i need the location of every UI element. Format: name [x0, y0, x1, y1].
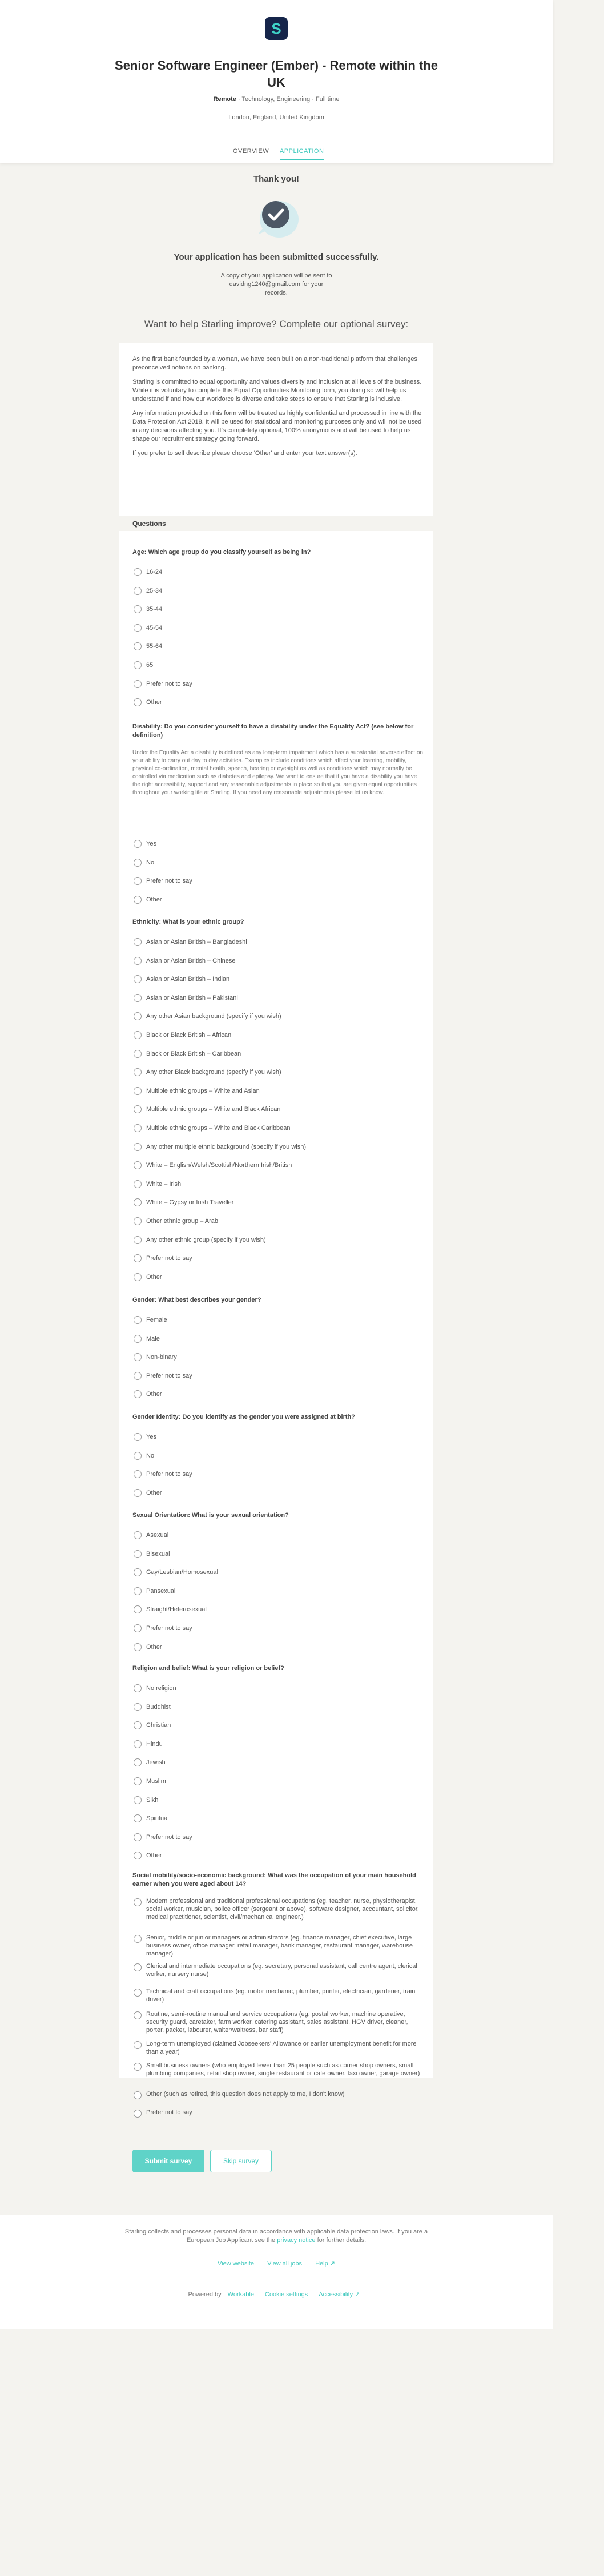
question-label: Gender Identity: Do you identify as the gender you were assigned at birth?	[132, 1414, 355, 1420]
radio-option-label: Other	[146, 1852, 162, 1859]
radio-option-label: Black or Black British – African	[146, 1032, 232, 1039]
radio-option[interactable]	[132, 2108, 424, 2120]
radio-option[interactable]	[132, 1234, 424, 1247]
radio-button[interactable]	[134, 1143, 142, 1151]
radio-button[interactable]	[134, 1740, 142, 1748]
radio-option-label: Asian or Asian British – Indian	[146, 976, 230, 983]
company-logo[interactable]: S	[265, 17, 288, 40]
radio-option-label: Other ethnic group – Arab	[146, 1218, 218, 1225]
radio-button[interactable]	[134, 1012, 142, 1020]
radio-option-label: Any other multiple ethnic background (specify if you wish)	[146, 1144, 307, 1150]
radio-option-label: Any other ethnic group (specify if you wish)	[146, 1237, 266, 1243]
radio-option-label: Other	[146, 1644, 162, 1651]
radio-option-label: Muslim	[146, 1778, 166, 1785]
radio-option[interactable]	[132, 1720, 424, 1732]
radio-option-label: Any other Black background (specify if you wish)	[146, 1069, 281, 1076]
radio-button[interactable]	[134, 1624, 142, 1632]
radio-button[interactable]	[134, 840, 142, 848]
radio-option[interactable]	[132, 1701, 424, 1714]
job-departments: · Technology, Engineering · Full time	[237, 96, 340, 103]
radio-option-label: Jewish	[146, 1759, 166, 1766]
radio-option[interactable]	[132, 1160, 424, 1172]
radio-option-label: White – Gypsy or Irish Traveller	[146, 1199, 234, 1206]
radio-option-label: No religion	[146, 1685, 176, 1692]
radio-option[interactable]	[132, 1832, 424, 1844]
radio-option[interactable]	[132, 1757, 424, 1769]
radio-button[interactable]	[134, 1124, 142, 1132]
thank-you-heading: Thank you!	[253, 174, 299, 184]
radio-option[interactable]	[132, 1029, 424, 1042]
powered-by-label: Powered by	[188, 2291, 222, 2298]
radio-option-label: 65+	[146, 662, 157, 669]
radio-button[interactable]	[134, 1643, 142, 1651]
radio-option[interactable]	[132, 1141, 424, 1154]
questions-header	[119, 516, 433, 531]
radio-option-label: Gay/Lesbian/Homosexual	[146, 1569, 218, 1576]
footer-links	[0, 2260, 553, 2267]
radio-option[interactable]	[132, 1450, 424, 1463]
question-label: Age: Which age group do you classify yourself as being in?	[132, 549, 311, 556]
radio-button[interactable]	[134, 1198, 142, 1206]
radio-option[interactable]	[132, 838, 424, 851]
radio-button[interactable]	[134, 1703, 142, 1711]
radio-option-label: Prefer not to say	[146, 1255, 192, 1262]
radio-button[interactable]	[134, 877, 142, 885]
radio-option-label: No	[146, 1452, 155, 1459]
radio-button[interactable]	[134, 1989, 142, 1997]
radio-button[interactable]	[134, 1105, 142, 1113]
radio-button[interactable]	[134, 1087, 142, 1095]
radio-button[interactable]	[134, 1031, 142, 1039]
radio-option-label: 25-34	[146, 587, 163, 594]
radio-option-label: Female	[146, 1317, 167, 1323]
radio-button[interactable]	[134, 1489, 142, 1497]
radio-option-label: Non-binary	[146, 1354, 177, 1361]
radio-button[interactable]	[134, 1898, 142, 1906]
radio-button[interactable]	[134, 1068, 142, 1076]
radio-option-label: Prefer not to say	[146, 2109, 192, 2116]
radio-option-label: Yes	[146, 1434, 156, 1440]
submit-survey-button[interactable]: Submit survey	[132, 2150, 204, 2172]
radio-button[interactable]	[134, 2091, 142, 2099]
radio-button[interactable]	[134, 661, 142, 669]
check-bubble-icon	[254, 194, 300, 240]
radio-option[interactable]	[132, 1468, 424, 1481]
radio-option-label: Prefer not to say	[146, 1372, 192, 1379]
question-label: Gender: What best describes your gender?	[132, 1297, 261, 1303]
radio-option-label: Christian	[146, 1722, 171, 1729]
radio-option[interactable]	[132, 1548, 424, 1561]
radio-button[interactable]	[134, 1161, 142, 1169]
radio-option-label: 55-64	[146, 643, 163, 650]
view-website-link[interactable]: View website	[218, 2260, 254, 2267]
radio-button[interactable]	[134, 1605, 142, 1613]
radio-button[interactable]	[134, 1353, 142, 1361]
radio-option[interactable]	[132, 622, 424, 635]
radio-button[interactable]	[134, 1587, 142, 1595]
radio-option[interactable]	[132, 894, 424, 907]
radio-option-label: Asexual	[146, 1532, 169, 1539]
radio-button[interactable]	[134, 957, 142, 965]
radio-button[interactable]	[134, 938, 142, 946]
radio-option[interactable]	[132, 1104, 424, 1116]
radio-button[interactable]	[134, 1758, 142, 1766]
radio-option-label: Prefer not to say	[146, 1471, 192, 1478]
question-label: Sexual Orientation: What is your sexual orientation?	[132, 1512, 289, 1519]
question-label: Disability: Do you consider yourself to have a disability under the Equality Act? (see below for definition)	[132, 723, 414, 739]
job-meta	[105, 96, 448, 103]
radio-option[interactable]	[132, 1215, 424, 1228]
radio-option[interactable]	[132, 2039, 424, 2055]
radio-option[interactable]	[132, 1738, 424, 1751]
radio-option[interactable]	[132, 1066, 424, 1079]
radio-option[interactable]	[132, 1314, 424, 1327]
question-label: Social mobility/socio-economic background: What was the occupation of your main household earner when you were aged about 14?	[132, 1872, 416, 1887]
radio-button[interactable]	[134, 1433, 142, 1441]
radio-option-label: Buddhist	[146, 1704, 171, 1710]
radio-option[interactable]	[132, 1897, 424, 1921]
radio-option-label: Other	[146, 1490, 162, 1496]
question-label: Ethnicity: What is your ethnic group?	[132, 919, 244, 925]
radio-option[interactable]	[132, 1850, 424, 1862]
radio-option-label: Asian or Asian British – Bangladeshi	[146, 939, 247, 945]
radio-option[interactable]	[132, 1085, 424, 1098]
radio-option-label: Clerical and intermediate occupations (eg. secretary, personal assistant, call centre agent, clerical worker, nursery nurse)	[146, 1963, 417, 1978]
radio-option[interactable]	[132, 2010, 424, 2034]
radio-option-label: Other	[146, 1274, 162, 1281]
radio-option[interactable]	[132, 1178, 424, 1191]
radio-option[interactable]	[132, 1011, 424, 1023]
radio-button[interactable]	[134, 698, 142, 706]
powered-by	[0, 2291, 553, 2298]
accessibility-link[interactable]: Accessibility ↗	[319, 2291, 360, 2298]
job-title: Senior Software Engineer (Ember) - Remote within the UK	[115, 58, 438, 90]
success-subtitle: A copy of your application will be sent to davidng1240@gmail.com for your records.	[220, 272, 332, 296]
radio-option[interactable]	[132, 603, 424, 616]
radio-button[interactable]	[134, 2063, 142, 2071]
radio-button[interactable]	[134, 896, 142, 904]
radio-button[interactable]	[134, 1814, 142, 1822]
radio-option-label: Male	[146, 1335, 160, 1342]
radio-option[interactable]	[132, 1530, 424, 1542]
radio-button[interactable]	[134, 605, 142, 613]
radio-option[interactable]	[132, 1933, 424, 1957]
radio-option[interactable]	[132, 973, 424, 986]
radio-option-label: Bisexual	[146, 1551, 170, 1557]
work-type: Remote	[213, 96, 236, 103]
cookie-settings-link[interactable]: Cookie settings	[265, 2291, 308, 2298]
survey-heading: Want to help Starling improve? Complete our optional survey:	[144, 319, 409, 329]
job-location: London, England, United Kingdom	[228, 114, 324, 121]
radio-option-label: Black or Black British – Caribbean	[146, 1050, 241, 1057]
radio-button[interactable]	[134, 859, 142, 867]
success-title: Your application has been submitted successfully.	[174, 252, 379, 262]
radio-button[interactable]	[134, 2011, 142, 2019]
radio-option[interactable]	[132, 1197, 424, 1209]
radio-button[interactable]	[134, 624, 142, 632]
radio-button[interactable]	[134, 1254, 142, 1262]
radio-option-label: Multiple ethnic groups – White and Asian	[146, 1088, 260, 1094]
radio-option-label: White – English/Welsh/Scottish/Northern Irish/British	[146, 1162, 292, 1169]
radio-option[interactable]	[132, 1987, 424, 2003]
skip-survey-button[interactable]: Skip survey	[210, 2150, 272, 2172]
radio-option-label: Multiple ethnic groups – White and Black African	[146, 1106, 281, 1113]
radio-option-label: Any other Asian background (specify if you wish)	[146, 1013, 281, 1020]
radio-option-label: Prefer not to say	[146, 681, 192, 687]
radio-option-label: Prefer not to say	[146, 1834, 192, 1841]
question-description: Under the Equality Act a disability is defined as any long-term impairment which has a substantial adverse effect on your ability to carry out day to day activities. Examples include conditions which affect your learning, mobility, physical co-ordination, mental health, speech, hearing or eyesight as well as conditions which may normally be controlled via medication such as diabetes and epilepsy. We want to ensure that if you have a disability you have the right accessibility, support and any reasonable adjustments in place so that you are given equal opportunities throughout your working life at Starling. If you need any reasonable adjustments please let us know.	[132, 750, 423, 796]
view-all-jobs-link[interactable]: View all jobs	[267, 2260, 303, 2267]
tab-application[interactable]: APPLICATION	[280, 148, 324, 160]
tab-bar	[0, 143, 553, 164]
radio-button[interactable]	[134, 1335, 142, 1343]
radio-button[interactable]	[134, 994, 142, 1002]
radio-button[interactable]	[134, 1390, 142, 1398]
radio-option[interactable]	[132, 1487, 424, 1500]
radio-button[interactable]	[134, 1316, 142, 1324]
radio-option-label: 35-44	[146, 606, 163, 613]
radio-option[interactable]	[132, 2090, 424, 2102]
radio-option-label: Modern professional and traditional professional occupations (eg. teacher, nurse, physiotherapist, social worker, musician, police officer (sergeant or above), software designer, accountant, solicitor, medical practitioner, scientist, civil/mechanical engineer.)	[146, 1898, 419, 1921]
intro-paragraph: As the first bank founded by a woman, we have been built on a non-traditional platform that challenges preconceived notions on banking.	[132, 356, 417, 371]
radio-option[interactable]	[132, 1641, 424, 1654]
workable-link[interactable]: Workable	[227, 2291, 254, 2298]
radio-button[interactable]	[134, 680, 142, 688]
radio-option-label: Long-term unemployed (claimed Jobseekers' Allowance or earlier unemployment benefit for more than a year)	[146, 2040, 417, 2055]
radio-option-label: 45-54	[146, 625, 163, 631]
radio-option-label: Straight/Heterosexual	[146, 1606, 207, 1613]
radio-option[interactable]	[132, 678, 424, 691]
radio-option[interactable]	[132, 2061, 424, 2077]
radio-button[interactable]	[134, 1684, 142, 1692]
radio-button[interactable]	[134, 1568, 142, 1576]
radio-button[interactable]	[134, 1236, 142, 1244]
radio-option-label: Hindu	[146, 1741, 163, 1748]
radio-option-label: White – Irish	[146, 1181, 182, 1188]
radio-option[interactable]	[132, 875, 424, 888]
radio-option[interactable]	[132, 585, 424, 598]
survey-intro	[132, 355, 424, 464]
radio-button[interactable]	[134, 1796, 142, 1804]
radio-button[interactable]	[134, 1180, 142, 1188]
radio-option-label: Senior, middle or junior managers or administrators (eg. finance manager, chief executive, large business owner, office manager, retail manager, bank manager, restaurant manager, warehouse manager)	[146, 1934, 413, 1957]
radio-option[interactable]	[132, 1567, 424, 1579]
radio-option[interactable]	[132, 1122, 424, 1135]
radio-option[interactable]	[132, 1431, 424, 1444]
privacy-note-text: Starling collects and processes personal data in accordance with applicable data protection laws. If you are a European Job Applicant see the	[124, 2228, 428, 2244]
privacy-note	[119, 2228, 433, 2245]
radio-option-label: Asian or Asian British – Chinese	[146, 957, 236, 964]
radio-option[interactable]	[132, 641, 424, 653]
radio-option-label: Other	[146, 699, 162, 706]
radio-option-label: Other	[146, 896, 162, 903]
radio-option[interactable]	[132, 992, 424, 1005]
radio-option[interactable]	[132, 659, 424, 672]
radio-option-label: Prefer not to say	[146, 1625, 192, 1632]
radio-option[interactable]	[132, 566, 424, 579]
radio-option-label: Routine, semi-routine manual and service occupations (eg. postal worker, machine operative, security guard, caretaker, farm worker, catering assistant, sales assistant, HGV driver, cleaner, porter, packer, labourer, waiter/waitress, bar staff)	[146, 2011, 408, 2034]
radio-option[interactable]	[132, 955, 424, 968]
footer	[0, 2215, 553, 2329]
radio-button[interactable]	[134, 1852, 142, 1859]
intro-paragraph: Any information provided on this form will be treated as highly confidential and processed in line with the Data Protection Act 2018. It will be used for statistical and monitoring purposes only and will not be used in any decisions affecting you. It's completely optional, 100% anonymous and will be used to help us shape our recruitment strategy going forward.	[132, 410, 422, 442]
radio-option[interactable]	[132, 1271, 424, 1284]
radio-button[interactable]	[134, 1777, 142, 1785]
radio-button[interactable]	[134, 1963, 142, 1971]
radio-option[interactable]	[132, 936, 424, 949]
radio-button[interactable]	[134, 2041, 142, 2049]
radio-option[interactable]	[132, 1794, 424, 1807]
radio-option-label: Pansexual	[146, 1588, 176, 1595]
radio-option-label: Multiple ethnic groups – White and Black Caribbean	[146, 1125, 291, 1132]
radio-option[interactable]	[132, 1388, 424, 1401]
tab-overview[interactable]: OVERVIEW	[233, 148, 269, 155]
radio-button[interactable]	[134, 1452, 142, 1460]
radio-option-label: Other (such as retired, this question does not apply to me, I don't know)	[146, 2091, 345, 2098]
radio-button[interactable]	[134, 568, 142, 576]
radio-button[interactable]	[134, 1470, 142, 1478]
radio-button[interactable]	[134, 1372, 142, 1380]
radio-option[interactable]	[132, 1048, 424, 1061]
radio-button[interactable]	[134, 1550, 142, 1558]
radio-option[interactable]	[132, 1333, 424, 1346]
radio-option[interactable]	[132, 1683, 424, 1695]
radio-button[interactable]	[134, 1273, 142, 1281]
radio-option[interactable]	[132, 697, 424, 709]
radio-button[interactable]	[134, 1935, 142, 1943]
radio-option-label: Other	[146, 1391, 162, 1398]
radio-option-label: Asian or Asian British – Pakistani	[146, 995, 238, 1001]
radio-option-label: Spiritual	[146, 1815, 169, 1822]
radio-button[interactable]	[134, 1721, 142, 1729]
radio-option[interactable]	[132, 1351, 424, 1364]
radio-option-label: Small business owners (who employed fewer than 25 people such as corner shop owners, small plumbing companies, retail shop owner, single restaurant or cafe owner, taxi owner, garage owner)	[146, 2062, 420, 2077]
help-link[interactable]: Help ↗	[315, 2260, 335, 2267]
radio-option-label: 16-24	[146, 569, 163, 575]
radio-option[interactable]	[132, 1604, 424, 1616]
radio-button[interactable]	[134, 2110, 142, 2118]
radio-option-label: No	[146, 859, 155, 866]
radio-option[interactable]	[132, 857, 424, 870]
privacy-notice-link[interactable]: privacy notice	[277, 2237, 316, 2244]
privacy-note-tail: for further details.	[317, 2237, 367, 2244]
radio-option[interactable]	[132, 1813, 424, 1825]
radio-option[interactable]	[132, 1585, 424, 1598]
radio-option[interactable]	[132, 1623, 424, 1635]
radio-button[interactable]	[134, 1531, 142, 1539]
radio-option[interactable]	[132, 1370, 424, 1383]
questions-header-label: Questions	[132, 520, 166, 528]
radio-option[interactable]	[132, 1962, 424, 1978]
radio-option[interactable]	[132, 1253, 424, 1265]
radio-option-label: Technical and craft occupations (eg. motor mechanic, plumber, printer, electrician, gardener, train driver)	[146, 1988, 416, 2003]
radio-option-label: Sikh	[146, 1797, 159, 1804]
radio-button[interactable]	[134, 1217, 142, 1225]
radio-button[interactable]	[134, 1050, 142, 1058]
radio-option[interactable]	[132, 1776, 424, 1788]
intro-paragraph: Starling is committed to equal opportunity and values diversity and inclusion at all levels of the business. While it is voluntary to complete this Equal Opportunities Monitoring form, you doing so will help us understand if and how our workforce is diverse and take steps to ensure that Starling is inclusive.	[132, 379, 422, 402]
radio-option-label: Yes	[146, 840, 156, 847]
radio-button[interactable]	[134, 975, 142, 983]
question-label: Religion and belief: What is your religion or belief?	[132, 1665, 284, 1672]
radio-option-label: Prefer not to say	[146, 878, 192, 884]
job-header	[0, 0, 553, 163]
radio-button[interactable]	[134, 587, 142, 595]
radio-button[interactable]	[134, 642, 142, 650]
radio-button[interactable]	[134, 1833, 142, 1841]
intro-paragraph: If you prefer to self describe please choose 'Other' and enter your text answer(s).	[132, 450, 357, 457]
